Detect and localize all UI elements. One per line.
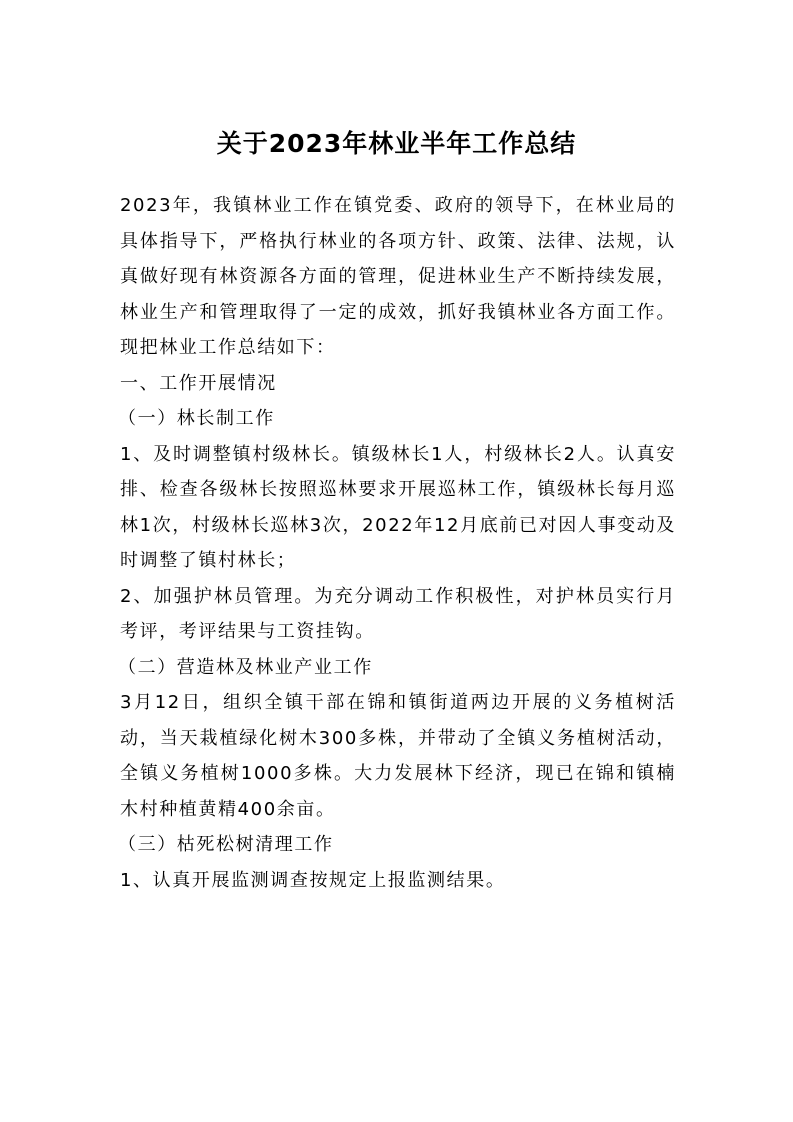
subsection-heading: （一）林长制工作 <box>118 408 275 429</box>
paragraph: 2、加强护林员管理。为充分调动工作积极性，对护林员实行月考评，考评结果与工资挂钩。 <box>120 585 676 642</box>
paragraph-intro: 2023年，我镇林业工作在镇党委、政府的领导下，在林业局的具体指导下，严格执行林业的各项方针、政策、法律、法规，认真做好现有林资源各方面的管理，促进林业生产不断持续发展，林业生产和管理取得了一定的成效，抓好我镇林业各方面工作。现把林业工作总结如下： <box>120 195 676 358</box>
section-heading: 一、工作开展情况 <box>120 372 277 394</box>
paragraph: 3月12日，组织全镇干部在锦和镇街道两边开展的义务植树活动，当天栽植绿化树木300多株，并带动了全镇义务植树活动，全镇义务植树1000多株。大力发展林下经济，现已在锦和镇楠木村种植黄精400余亩。 <box>120 692 676 820</box>
subsection-heading: （三）枯死松树清理工作 <box>118 834 334 855</box>
paragraph: 1、及时调整镇村级林长。镇级林长1人，村级林长2人。认真安排、检查各级林长按照巡林要求开展巡林工作，镇级林长每月巡林1次，村级林长巡林3次，2022年12月底前已对因人事变动及时调整了镇村林长； <box>120 443 676 571</box>
subsection-heading: （二）营造林及林业产业工作 <box>118 656 373 678</box>
document-title: 关于2023年林业半年工作总结 <box>216 129 577 158</box>
document-body <box>120 188 676 898</box>
paragraph: 1、认真开展监测调查按规定上报监测结果。 <box>120 869 506 891</box>
